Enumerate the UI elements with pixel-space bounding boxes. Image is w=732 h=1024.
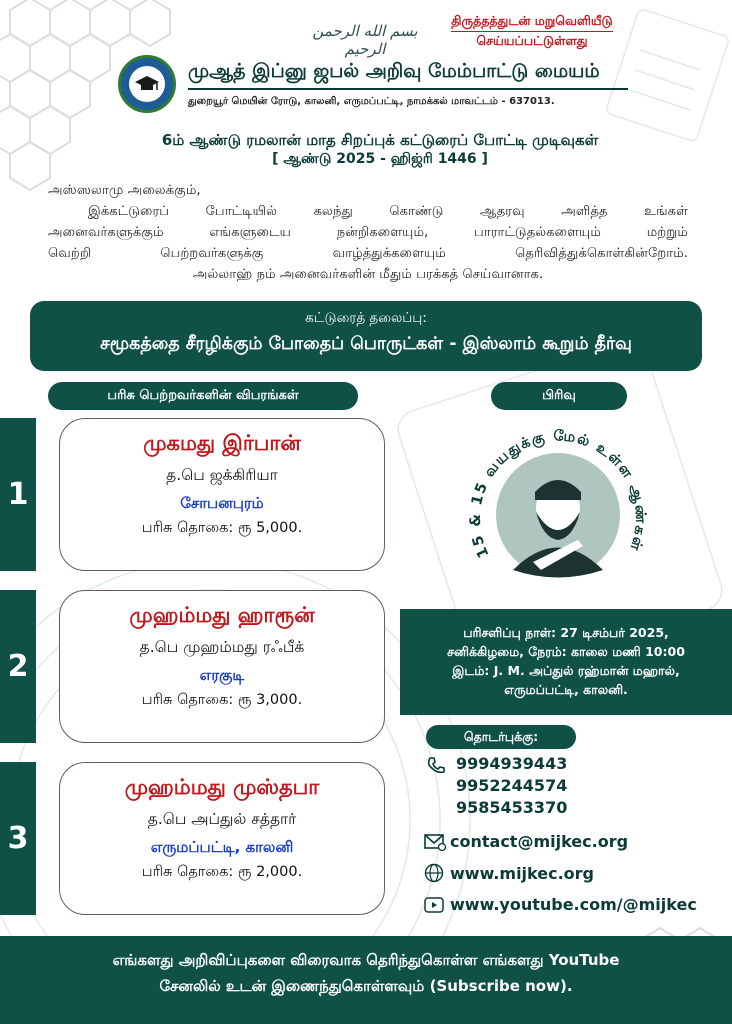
greeting-line: வெற்றி பெற்றவர்களுக்கு வாழ்த்துக்களையும் தெரிவித்துக்கொள்கின்றோம். xyxy=(48,246,688,261)
revised-notice xyxy=(432,12,632,50)
winner-prize: பரிசு தொகை: ரூ 5,000. xyxy=(141,520,303,536)
category-heading: பிரிவு xyxy=(491,382,627,410)
footer-banner xyxy=(0,936,732,1024)
contact-heading: தொடர்புக்கு: xyxy=(426,725,576,749)
bismillah-calligraphy: بسم الله الرحمن الرحيم xyxy=(312,22,418,58)
organization-name: முஆத் இப்னு ஜபல் அறிவு மேம்பாட்டு மையம் xyxy=(188,60,600,82)
winner-card xyxy=(59,762,385,915)
winner-name: முகமது இர்பான் xyxy=(143,431,301,455)
winner-name: முஹம்மது முஸ்தபா xyxy=(124,775,320,799)
winners-heading: பரிசு பெற்றவர்களின் விபரங்கள் xyxy=(48,382,358,410)
winner-father: த.பெ முஹம்மது ரஃபீக் xyxy=(139,638,305,656)
email-icon xyxy=(424,833,450,851)
greeting-line: இக்கட்டுரைப் போட்டியில் கலந்து கொண்டு ஆதரவு அளித்த உங்கள் xyxy=(88,204,688,219)
winner-card xyxy=(59,590,385,743)
essay-topic-banner xyxy=(30,301,702,371)
winner-father: த.பெ அப்துல் சத்தார் xyxy=(147,810,297,828)
competition-year: [ ஆண்டு 2025 - ஹிஜ்ரி 1446 ] xyxy=(272,151,488,167)
footer-line: சேனலில் உடன் இணைந்துகொள்ளவும் (Subscribe now). xyxy=(159,977,573,995)
winner-place: சோபனபுரம் xyxy=(180,494,264,512)
youtube-icon xyxy=(424,897,450,913)
revised-notice-line2: செய்யப்பட்டுள்ளது xyxy=(476,33,588,48)
rank-badge: 3 xyxy=(0,762,36,915)
youtube-row xyxy=(424,895,697,914)
greeting-salam: அஸ்ஸலாமு அலைக்கும், xyxy=(48,183,201,198)
event-venue: இடம்: J. M. அப்துல் ரஹ்மான் மஹால், xyxy=(452,663,680,678)
email-row xyxy=(424,832,628,851)
organization-address: துறையூர் மெயின் ரோடு, காலனி, எருமப்பட்டி, நாமக்கல் மாவட்டம் - 637013. xyxy=(188,96,555,107)
event-time: சனிக்கிழமை, நேரம்: காலை மணி 10:00 xyxy=(447,644,685,659)
divider xyxy=(188,88,628,90)
phone-icon xyxy=(426,756,446,780)
organization-logo xyxy=(118,55,176,113)
greeting-line: அல்லாஹ் நம் அனைவர்களின் மீதும் பரக்கத் செய்வானாக. xyxy=(192,267,544,282)
greeting-line: அனைவர்களுக்கும் எங்களுடைய நன்றிகளையும், பாராட்டுதல்களையும் மற்றும் xyxy=(48,225,688,240)
globe-icon xyxy=(424,863,450,883)
phone-numbers xyxy=(456,753,567,819)
essay-topic-title: சமூகத்தை சீரழிக்கும் போதைப் பொருட்கள் - இஸ்லாம் கூறும் தீர்வு xyxy=(100,334,632,354)
event-date: பரிசளிப்பு நாள்: 27 டிசம்பர் 2025, xyxy=(463,625,669,640)
footer-line: எங்களது அறிவிப்புகளை விரைவாக தெரிந்துகொள்ள எங்களது YouTube xyxy=(112,951,620,969)
phone-number[interactable]: 9585453370 xyxy=(456,798,568,817)
rank-badge: 2 xyxy=(0,590,36,743)
rank-badge: 1 xyxy=(0,418,36,571)
greeting-message xyxy=(48,180,688,285)
website-row xyxy=(424,863,594,883)
winner-father: த.பெ ஜக்கிரியா xyxy=(166,466,278,484)
category-badge xyxy=(463,420,653,610)
winner-name: முஹம்மது ஹாரூன் xyxy=(129,603,315,627)
winner-place: எரகுடி xyxy=(199,666,245,684)
email-link[interactable]: contact@mijkec.org xyxy=(450,832,629,851)
winner-card xyxy=(59,418,385,571)
youtube-link[interactable]: www.youtube.com/@mijkec xyxy=(450,895,697,914)
event-details-box xyxy=(400,609,732,715)
event-venue-location: எருமப்பட்டி, காலனி. xyxy=(504,682,628,697)
category-text: 15 & 15 வயதுக்கு மேல் உள்ள ஆண்கள் xyxy=(467,427,649,561)
phone-number[interactable]: 9952244574 xyxy=(456,776,568,795)
revised-notice-line1: திருத்தத்துடன் மறுவெளியீடு xyxy=(451,12,612,32)
website-link[interactable]: www.mijkec.org xyxy=(450,863,594,883)
winner-prize: பரிசு தொகை: ரூ 3,000. xyxy=(141,692,303,708)
essay-topic-label: கட்டுரைத் தலைப்பு: xyxy=(305,310,427,326)
competition-title: 6ம் ஆண்டு ரமலான் மாத சிறப்புக் கட்டுரைப் போட்டி முடிவுகள் xyxy=(161,131,599,149)
phone-number[interactable]: 9994939443 xyxy=(456,754,568,773)
winner-prize: பரிசு தொகை: ரூ 2,000. xyxy=(141,864,303,880)
winner-place: எருமப்பட்டி, காலனி xyxy=(150,838,294,856)
graduation-cap-icon xyxy=(129,66,165,102)
